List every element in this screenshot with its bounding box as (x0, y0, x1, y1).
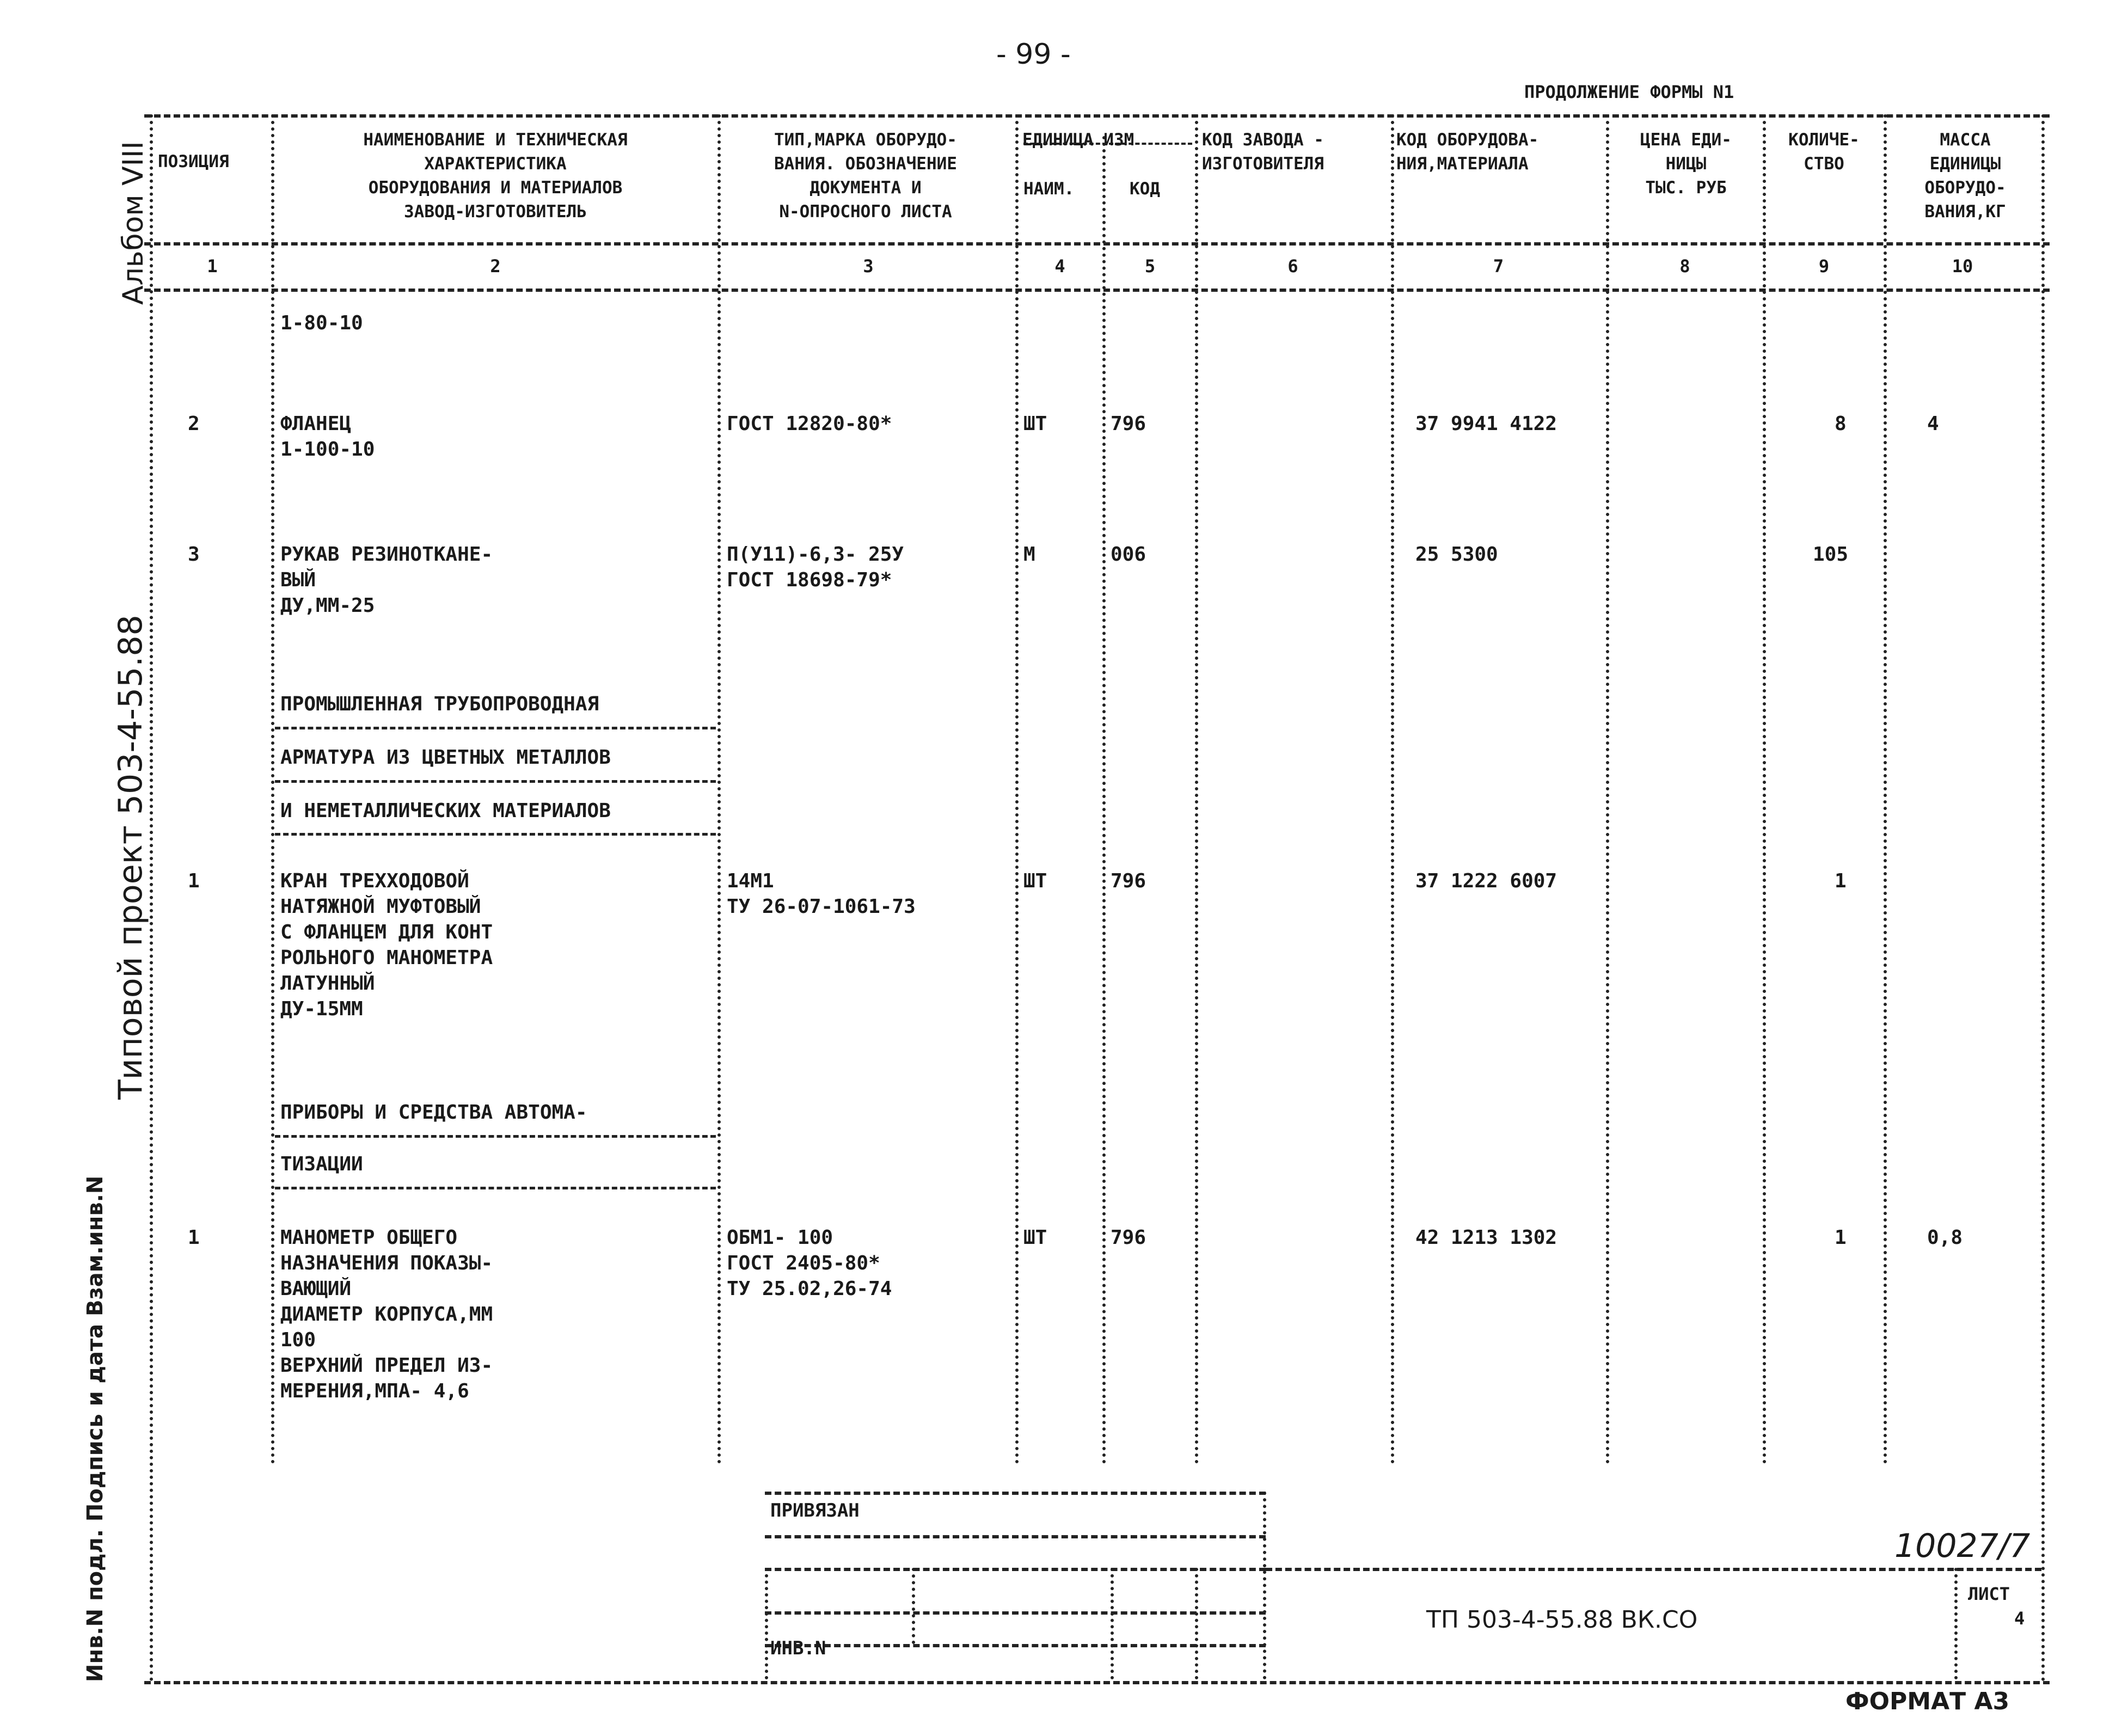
cell-equip-code: 37 1222 6007 (1415, 870, 1557, 892)
cell-quantity: 1 (1835, 870, 1847, 892)
stamp-vsep (1263, 1492, 1266, 1679)
header-quantity: КОЛИЧЕ- СТВО (1788, 130, 1860, 174)
cell-mass: 4 (1927, 413, 1939, 435)
table-bottom-border (144, 1681, 2050, 1684)
col-sep-9 (1884, 114, 1887, 1464)
stamp-vsep (912, 1568, 915, 1644)
section-line: ПРОМЫШЛЕННАЯ ТРУБОПРОВОДНАЯ (280, 693, 599, 715)
cell-type: 14М1 ТУ 26-07-1061-73 (727, 870, 916, 918)
cell-unit-code: 796 (1111, 413, 1146, 435)
cell-unit-code: 796 (1111, 1226, 1146, 1249)
colnum-1: 1 (207, 256, 218, 277)
section-underline (275, 727, 716, 729)
side-label-album: Альбом VIII (117, 141, 150, 305)
col-sep-1 (271, 114, 274, 1464)
header-name: НАИМЕНОВАНИЕ И ТЕХНИЧЕСКАЯ ХАРАКТЕРИСТИКА ОБОРУДОВАНИЯ И МАТЕРИАЛОВ ЗАВОД-ИЗГОТОВИТЕЛЬ (363, 130, 628, 222)
section-underline (275, 1135, 716, 1138)
cell-mass: 0,8 (1927, 1226, 1963, 1249)
stamp-row-border (765, 1644, 1266, 1647)
cell-type: ОБМ1- 100 ГОСТ 2405-80* ТУ 25.02,26-74 (727, 1226, 892, 1300)
colnum-3: 3 (863, 256, 874, 277)
header-factory-code: КОД ЗАВОДА - ИЗГОТОВИТЕЛЯ (1202, 130, 1324, 174)
col-sep-3 (1015, 114, 1019, 1464)
cell-position: 3 (188, 543, 200, 566)
format-label: ФОРМАТ А3 (1845, 1688, 2010, 1715)
handwritten-number: 10027/7 (1894, 1527, 2031, 1565)
stamp-top-border (765, 1492, 1266, 1495)
header-equip-code: КОД ОБОРУДОВА- НИЯ,МАТЕРИАЛА (1396, 130, 1539, 174)
col-sep-4 (1102, 136, 1106, 1464)
continuation-label: ПРОДОЛЖЕНИЕ ФОРМЫ N1 (1524, 82, 1734, 102)
header-unit: ЕДИНИЦА ИЗМ (1022, 130, 1134, 150)
col-sep-5 (1195, 114, 1198, 1464)
col-sep-2 (717, 114, 721, 1464)
section-line: И НЕМЕТАЛЛИЧЕСКИХ МАТЕРИАЛОВ (280, 800, 611, 822)
section-line: ПРИБОРЫ И СРЕДСТВА АВТОМА- (280, 1101, 587, 1124)
col-sep-10 (2041, 114, 2045, 1682)
colnum-9: 9 (1818, 256, 1830, 277)
cell-equip-code: 42 1213 1302 (1415, 1226, 1557, 1249)
colnum-7: 7 (1493, 256, 1504, 277)
cell-type: ГОСТ 12820-80* (727, 413, 892, 435)
inv-label: ИНВ.N (770, 1637, 826, 1659)
section-line: ТИЗАЦИИ (280, 1153, 363, 1175)
stamp-row-border (765, 1535, 1266, 1538)
title-block-top (1266, 1568, 2041, 1571)
header-price: ЦЕНА ЕДИ- НИЦЫ ТЫС. РУБ (1640, 130, 1732, 198)
colnum-5: 5 (1144, 256, 1156, 277)
stamp-vsep (765, 1568, 768, 1679)
col-sep-7 (1606, 114, 1609, 1464)
header-mass: МАССА ЕДИНИЦЫ ОБОРУДО- ВАНИЯ,КГ (1924, 130, 2006, 222)
header-unit-name: НАИМ. (1023, 179, 1075, 199)
section-line: АРМАТУРА ИЗ ЦВЕТНЫХ МЕТАЛЛОВ (280, 746, 611, 769)
sheet-label: ЛИСТ (1968, 1584, 2010, 1604)
colnum-10: 10 (1952, 256, 1973, 277)
section-underline (275, 780, 716, 783)
side-label-project: Типовой проект 503-4-55.88 (112, 615, 150, 1100)
section-underline (275, 833, 716, 836)
sheet-box-sep (1954, 1568, 1958, 1679)
cell-name: РУКАВ РЕЗИНОТКАНЕ- ВЫЙ ДУ,ММ-25 (280, 543, 493, 617)
colnum-4: 4 (1054, 256, 1065, 277)
cell-quantity: 8 (1835, 413, 1847, 435)
colnum-8: 8 (1679, 256, 1690, 277)
cell-equip-code: 25 5300 (1415, 543, 1498, 566)
cell-name: 1-80-10 (280, 312, 363, 334)
header-type: ТИП,МАРКА ОБОРУДО- ВАНИЯ. ОБОЗНАЧЕНИЕ ДОКУМЕНТА И N-ОПРОСНОГО ЛИСТА (774, 130, 957, 222)
header-position: ПОЗИЦИЯ (158, 152, 229, 171)
cell-name: КРАН ТРЕХХОДОВОЙ НАТЯЖНОЙ МУФТОВЫЙ С ФЛАНЦЕМ ДЛЯ КОНТ РОЛЬНОГО МАНОМЕТРА ЛАТУННЫЙ ДУ-15ММ (280, 870, 493, 1020)
cell-unit-code: 006 (1111, 543, 1146, 566)
col-sep-8 (1763, 114, 1766, 1464)
section-underline (275, 1187, 716, 1189)
cell-unit-name: ШТ (1023, 870, 1047, 892)
stamp-row-border (765, 1568, 1266, 1571)
sheet-number: 4 (2014, 1608, 2025, 1629)
cell-position: 2 (188, 413, 200, 435)
document-code: ТП 503-4-55.88 ВК.СО (1426, 1606, 1698, 1634)
header-unit-code: КОД (1130, 179, 1160, 199)
side-label-stamp: Инв.N подл. Подпись и дата Взам.инв.N (83, 1175, 108, 1682)
privyazan-label: ПРИВЯЗАН (770, 1500, 860, 1522)
stamp-vsep (1195, 1568, 1198, 1679)
col-sep-6 (1391, 114, 1394, 1464)
cell-unit-code: 796 (1111, 870, 1146, 892)
cell-unit-name: ШТ (1023, 413, 1047, 435)
page-number: - 99 - (996, 38, 1071, 71)
stamp-vsep (1111, 1568, 1114, 1679)
cell-quantity: 105 (1813, 543, 1849, 566)
cell-type: П(У11)-6,3- 25У ГОСТ 18698-79* (727, 543, 904, 591)
cell-name: ФЛАНЕЦ 1-100-10 (280, 413, 375, 461)
cell-quantity: 1 (1835, 1226, 1847, 1249)
cell-equip-code: 37 9941 4122 (1415, 413, 1557, 435)
col-sep-0 (150, 114, 153, 1682)
cell-unit-name: ШТ (1023, 1226, 1047, 1249)
colnum-6: 6 (1287, 256, 1298, 277)
colnum-2: 2 (490, 256, 501, 277)
cell-position: 1 (188, 870, 200, 892)
cell-unit-name: М (1023, 543, 1035, 566)
cell-position: 1 (188, 1226, 200, 1249)
stamp-row-border (765, 1611, 1266, 1615)
cell-name: МАНОМЕТР ОБЩЕГО НАЗНАЧЕНИЯ ПОКАЗЫ- ВАЮЩИЙ ДИАМЕТР КОРПУСА,ММ 100 ВЕРХНИЙ ПРЕДЕЛ ИЗ- МЕРЕНИЯ,МПА- 4,6 (280, 1226, 493, 1402)
